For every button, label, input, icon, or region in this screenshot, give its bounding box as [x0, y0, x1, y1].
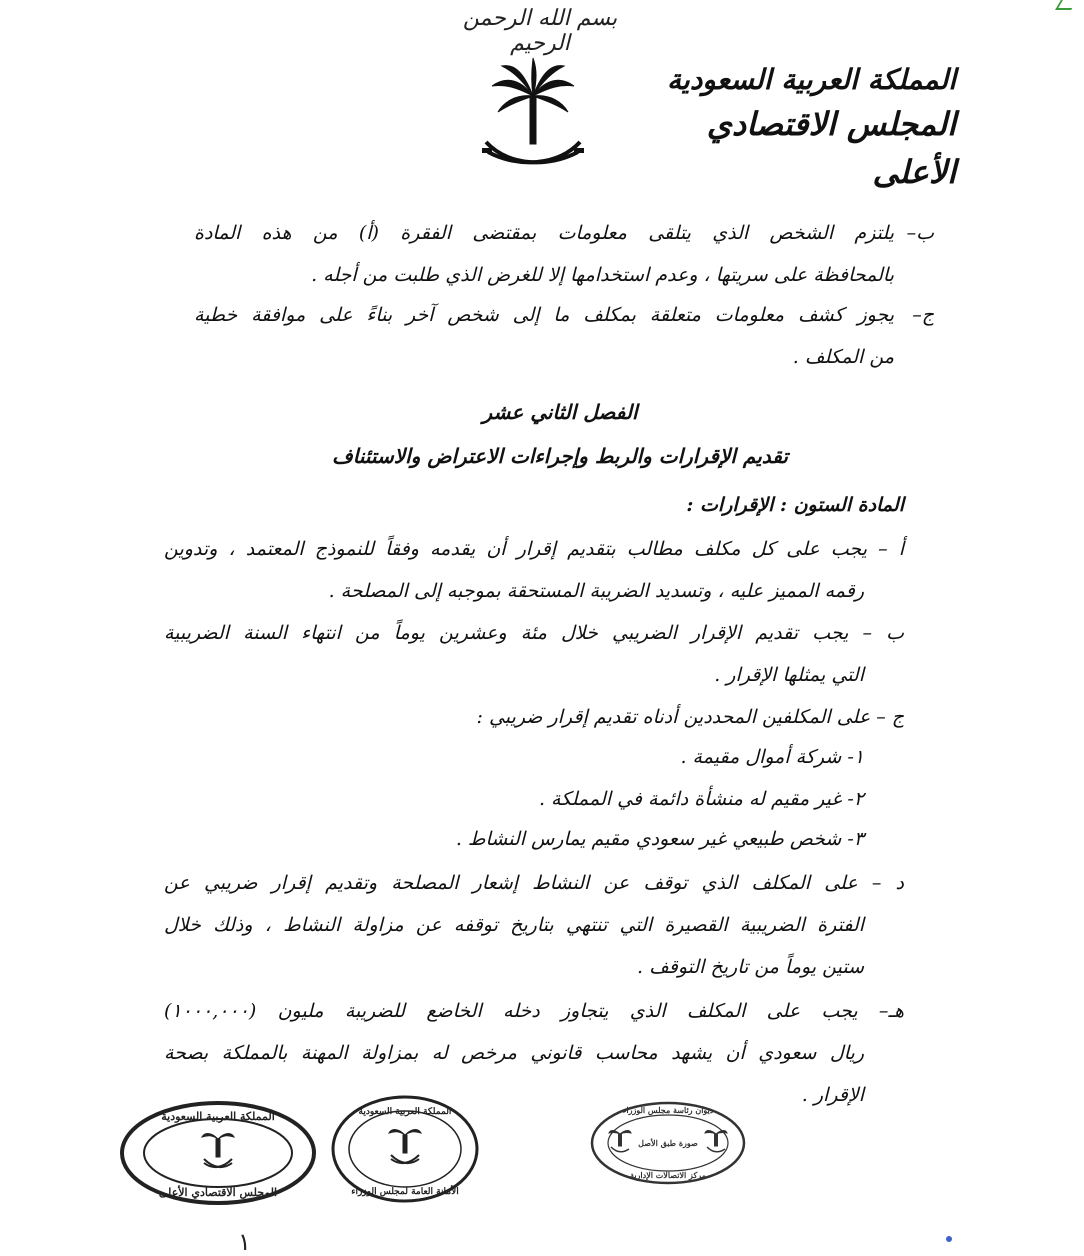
section-j-line1: يجوز كشف معلومات متعلقة بمكلف ما إلى شخص آخر بناءً على موافقة خطية — [194, 304, 894, 326]
article-c-item1: ١- شركة أموال مقيمة . — [680, 746, 864, 768]
article-a-line2: رقمه المميز عليه ، وتسديد الضريبة المستحقة بموجبه إلى المصلحة . — [328, 580, 864, 602]
article-heading: المادة الستون : الإقرارات : — [686, 494, 904, 516]
cabinet-stamp-top-text: ديوان رئاسة مجلس الوزراء — [622, 1105, 714, 1115]
cabinet-true-copy-stamp — [588, 1098, 748, 1188]
section-b-marker: ب– — [906, 222, 934, 244]
article-c-line1: ج – على المكلفين المحددين أدناه تقديم إقرار ضريبي : — [476, 706, 904, 728]
article-d-line3: ستين يوماً من تاريخ التوقف . — [637, 956, 864, 978]
blue-dot-mark — [946, 1236, 952, 1242]
article-c-item3: ٣- شخص طبيعي غير سعودي مقيم يمارس النشاط . — [455, 828, 864, 850]
article-a-line1: أ – يجب على كل مكلف مطالب بتقديم إقرار أن يقدمه وفقاً للنموذج المعتمد ، وتدوين — [164, 538, 904, 560]
council-stamp-emblem-icon — [202, 1134, 234, 1168]
article-c-item2: ٢- غير مقيم له منشأة دائمة في المملكة . — [538, 788, 864, 810]
cabinet-stamp-emblem-left-icon — [609, 1131, 631, 1152]
cabinet-stamp-bottom-text: مركز الاتصالات الإدارية — [630, 1170, 706, 1180]
secretariat-stamp-top-text: المملكة العربية السعودية — [358, 1107, 452, 1117]
article-h-line3: الإقرار . — [801, 1084, 864, 1106]
council-stamp — [118, 1098, 318, 1208]
cabinet-stamp-mid-text: صورة طبق الأصل — [638, 1138, 698, 1148]
page-number: ١ — [238, 1228, 251, 1256]
council-name: المجلس الاقتصادي الأعلى — [706, 105, 956, 191]
secretariat-stamp-bottom-text: الأمانة العامة لمجلس الوزراء — [351, 1187, 459, 1197]
basmala: بسم الله الرحمن الرحيم — [462, 6, 618, 56]
chapter-subtitle: تقديم الإقرارات والربط وإجراءات الاعتراض والاستئناف — [332, 444, 788, 468]
scan-corner-mark — [1055, 0, 1077, 10]
letterhead — [656, 60, 956, 196]
council-stamp-bottom-text: المجلس الاقتصادي الأعلى — [158, 1186, 278, 1199]
section-j-line2: من المكلف . — [792, 346, 894, 368]
kingdom-name: المملكة العربية السعودية — [667, 63, 956, 96]
cabinet-stamp-emblem-right-icon — [705, 1131, 727, 1152]
article-d-line1: د – على المكلف الذي توقف عن النشاط إشعار المصلحة وتقديم إقرار ضريبي عن — [164, 872, 904, 894]
secretariat-stamp — [330, 1094, 480, 1204]
council-stamp-top-text: المملكة العربية السعودية — [161, 1110, 275, 1123]
article-h-line2: ريال سعودي أن يشهد محاسب قانوني مرخص له بمزاولة المهنة بالمملكة بصحة — [164, 1042, 864, 1064]
chapter-title: الفصل الثاني عشر — [482, 400, 638, 424]
palm-swords-emblem-icon — [478, 56, 588, 186]
article-h-line1: هـ– يجب على المكلف الذي يتجاوز دخله الخاضع للضريبة مليون (١٠٠٠,٠٠٠) — [164, 1000, 904, 1022]
section-b-line1: يلتزم الشخص الذي يتلقى معلومات بمقتضى الفقرة (أ) من هذه المادة — [194, 222, 894, 244]
article-d-line2: الفترة الضريبية القصيرة التي تنتهي بتاريخ توقفه عن مزاولة النشاط ، وذلك خلال — [164, 914, 864, 936]
article-b-line1: ب – يجب تقديم الإقرار الضريبي خلال مئة وعشرين يوماً من انتهاء السنة الضريبية — [164, 622, 904, 644]
section-b-line2: بالمحافظة على سريتها ، وعدم استخدامها إلا للغرض الذي طلبت من أجله . — [311, 264, 894, 286]
secretariat-stamp-emblem-icon — [389, 1130, 421, 1164]
section-j-marker: ج– — [912, 304, 934, 326]
article-b-line2: التي يمثلها الإقرار . — [714, 664, 864, 686]
